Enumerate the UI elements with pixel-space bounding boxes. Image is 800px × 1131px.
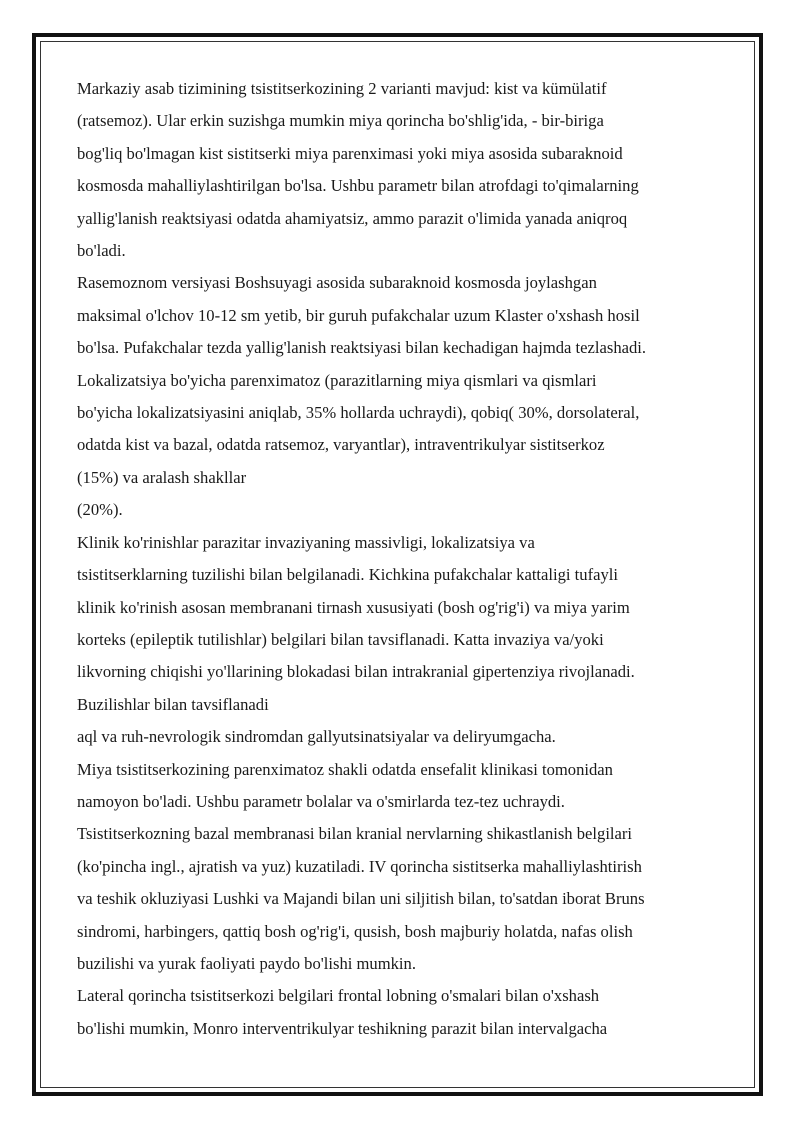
text-line: Rasemoznom versiyasi Boshsuyagi asosida subaraknoid kosmosda joylashgan [77,273,597,293]
text-line: bo'ladi. [77,241,126,261]
text-line: (15%) va aralash shakllar [77,467,247,487]
text-line: Markaziy asab tizimining tsistitserkozining 2 varianti mavjud: kist va kümülatif [77,79,607,98]
text-line: yallig'lanish reaktsiyasi odatda ahamiyatsiz, ammo parazit o'limida yanada aniqroq [77,208,628,228]
text-line: bo'lishi mumkin, Monro interventrikulyar teshikning parazit bilan intervalgacha [77,1018,608,1038]
text-line: (ratsemoz). Ular erkin suzishga mumkin miya qorincha bo'shlig'ida, - bir-biriga [77,111,604,131]
text-line: Tsistitserkozning bazal membranasi bilan kranial nervlarning shikastlanish belgilari [77,824,633,844]
text-line: bog'liq bo'lmagan kist sistitserki miya parenximasi yoki miya asosida subaraknoid [77,143,623,163]
document-body [77,73,737,1045]
text-line: klinik ko'rinish asosan membranani tirnash xususiyati (bosh og'rig'i) va miya yarim [77,597,630,617]
text-line: Lokalizatsiya bo'yicha parenximatoz (parazitlarning miya qismlari va qismlari [77,370,597,390]
text-line: maksimal o'lchov 10-12 sm yetib, bir guruh pufakchalar uzum Klaster o'xshash hosil [77,305,640,325]
text-line: aql va ruh-nevrologik sindromdan gallyutsinatsiyalar va deliryumgacha. [77,727,556,747]
text-line: va teshik okluziyasi Lushki va Majandi bilan uni siljitish bilan, to'satdan iborat Bruns [77,889,645,909]
text-line: (20%). [77,500,123,520]
text-line: tsistitserklarning tuzilishi bilan belgilanadi. Kichkina pufakchalar kattaligi tufayli [77,565,618,585]
text-line: namoyon bo'ladi. Ushbu parametr bolalar va o'smirlarda tez-tez uchraydi. [77,791,565,811]
text-line: bo'lsa. Pufakchalar tezda yallig'lanish reaktsiyasi bilan kechadigan hajmda tezlashadi. [77,338,647,358]
text-line: (ko'pincha ingl., ajratish va yuz) kuzatiladi. IV qorincha sistitserka mahalliylashtirish [77,856,642,876]
text-line: sindromi, harbingers, qattiq bosh og'rig'i, qusish, bosh majburiy holatda, nafas olish [77,921,633,941]
text-line: bo'yicha lokalizatsiyasini aniqlab, 35% hollarda uchraydi), qobiq( 30%, dorsolateral, [77,403,640,423]
text-line: odatda kist va bazal, odatda ratsemoz, varyantlar), intraventrikulyar sistitserkoz [77,435,605,455]
text-line: Buzilishlar bilan tavsiflanadi [77,694,269,714]
text-line: buzilishi va yurak faoliyati paydo bo'lishi mumkin. [77,953,416,973]
text-line: likvorning chiqishi yo'llarining blokadasi bilan intrakranial gipertenziya rivojlanadi. [77,662,635,682]
text-line: Miya tsistitserkozining parenximatoz shakli odatda ensefalit klinikasi tomonidan [77,759,613,779]
text-line: Klinik ko'rinishlar parazitar invaziyaning massivligi, lokalizatsiya va [77,532,535,552]
text-line: kosmosda mahalliylashtirilgan bo'lsa. Ushbu parametr bilan atrofdagi to'qimalarning [77,176,639,196]
text-line: korteks (epileptik tutilishlar) belgilari bilan tavsiflanadi. Katta invaziya va/yoki [77,629,604,649]
text-line: Lateral qorincha tsistitserkozi belgilari frontal lobning o'smalari bilan o'xshash [77,986,600,1006]
